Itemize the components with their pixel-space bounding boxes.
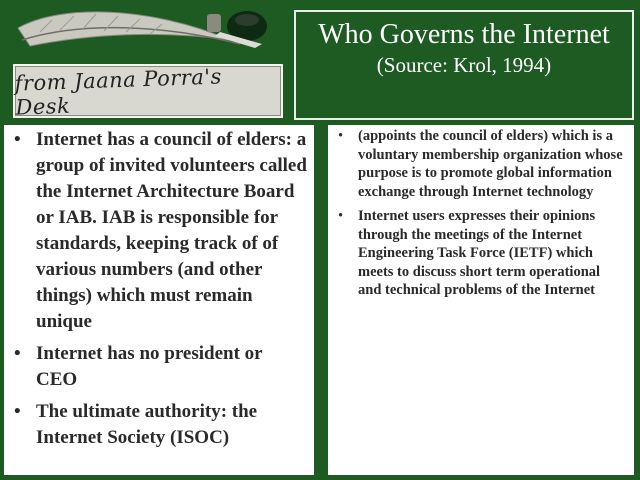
page-title: Who Governs the Internet [318,19,610,50]
bullet-icon: • [338,208,344,224]
bullet-icon: • [14,401,21,422]
list-item [14,399,308,451]
bullet-icon: • [14,129,21,150]
logo-text: from Jaana Porra's Desk [14,64,223,120]
bullet-text: The ultimate authority: the Internet Society (ISOC) [36,401,258,448]
title-source: (Source: Krol, 1994) [376,53,552,77]
list-item [14,127,308,335]
right-bullet-list [334,127,626,300]
logo-banner [13,64,283,118]
list-item [14,341,308,393]
bullet-text: Internet users expresses their opinions through the meetings of the Internet Engineering Task Force (IETF) which meets to discuss short term operational and technical problems of the Internet [358,208,601,298]
bullet-icon: • [14,343,21,364]
list-item [334,207,626,300]
right-panel [328,125,634,475]
title-box [294,10,634,120]
bullet-text: Internet has a council of elders: a group of invited volunteers called the Internet Architecture Board or IAB. IAB is responsible for standards, keeping track of of various numbers (and other things) which must remain unique [36,129,307,332]
logo-area [0,0,290,118]
left-bullet-list [14,127,308,451]
bullet-text: (appoints the council of elders) which is a voluntary membership organization whose purpose is to promote global information exchange through Internet technology [358,128,623,200]
bullet-icon: • [338,128,344,144]
list-item [334,127,626,201]
quill-and-inkwell-icon [0,0,290,70]
bullet-text: Internet has no president or CEO [36,343,263,390]
left-panel [4,125,314,475]
